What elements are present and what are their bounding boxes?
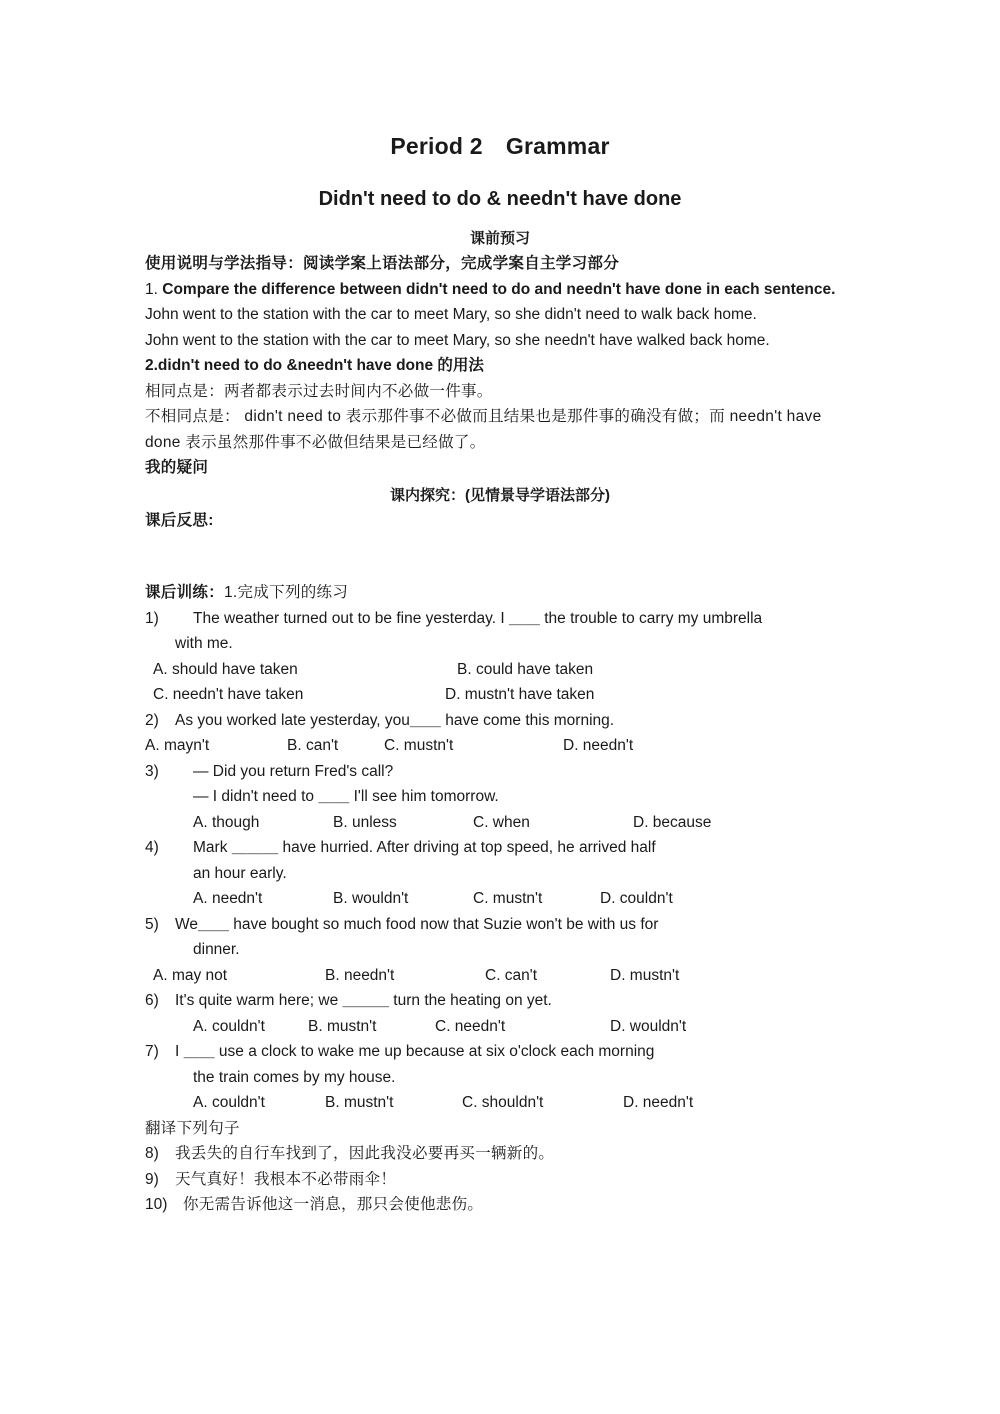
translate-heading: 翻译下列句子 bbox=[145, 1119, 240, 1137]
option-b[interactable]: B. mustn't bbox=[325, 1094, 394, 1111]
in-class-heading: 课内探究：(见情景导学语法部分) bbox=[390, 486, 610, 504]
section1-number: 1. bbox=[145, 280, 158, 298]
question-stem-line: We＿＿ have bought so much food now that Suzie won't be with us for bbox=[175, 915, 659, 933]
section2-same-point: 相同点是：两者都表示过去时间内不必做一件事。 bbox=[145, 382, 493, 400]
preview-heading: 课前预习 bbox=[469, 230, 530, 247]
question-stem-line: I ＿＿ use a clock to wake me up because at six o'clock each morning bbox=[175, 1043, 655, 1060]
blank-space bbox=[145, 533, 855, 580]
question-stem-line: with me. bbox=[175, 635, 233, 652]
option-row bbox=[145, 963, 855, 989]
question-body bbox=[175, 708, 855, 734]
option-row bbox=[145, 886, 855, 912]
question-stem-line: — Did you return Fred's call? bbox=[193, 762, 394, 780]
section2-diff-point: 不相同点是： didn't need to 表示那件事不必做而且结果也是那件事的确没有做；而 needn't have done 表示虽然那件事不必做但结果是已经做了。 bbox=[145, 408, 822, 451]
option-a[interactable]: A. couldn't bbox=[193, 1094, 265, 1111]
question-stem-line: The weather turned out to be fine yesterday. I ＿＿ the trouble to carry my umbrella bbox=[193, 609, 763, 627]
exercise-item bbox=[145, 835, 855, 886]
option-d[interactable]: D. needn't bbox=[623, 1094, 694, 1111]
option-c[interactable]: C. needn't bbox=[435, 1017, 506, 1035]
question-stem-line: Mark ＿＿＿ have hurried. After driving at top speed, he arrived half bbox=[193, 839, 656, 856]
exercise-item bbox=[145, 912, 855, 963]
option-c[interactable]: C. mustn't bbox=[473, 890, 543, 907]
question-body bbox=[175, 835, 855, 886]
option-row bbox=[145, 810, 855, 836]
option-row bbox=[145, 733, 855, 759]
reflection-heading: 课后反思: bbox=[145, 511, 214, 529]
section2-heading: 2.didn't need to do &needn't have done 的用法 bbox=[145, 357, 484, 374]
question-number: 6) bbox=[145, 992, 159, 1009]
translate-item bbox=[145, 1141, 855, 1167]
option-c[interactable]: C. needn't have taken bbox=[153, 686, 304, 703]
translate-text: 我丢失的自行车找到了，因此我没必要再买一辆新的。 bbox=[175, 1145, 555, 1162]
exercise-item bbox=[145, 1039, 855, 1090]
option-row bbox=[145, 657, 855, 683]
option-a[interactable]: A. mayn't bbox=[145, 737, 210, 754]
exercise-item bbox=[145, 606, 855, 657]
question-body bbox=[175, 759, 855, 810]
question-body bbox=[175, 1039, 855, 1090]
question-body bbox=[175, 912, 855, 963]
translate-number: 8) bbox=[145, 1145, 159, 1162]
option-row bbox=[145, 1014, 855, 1040]
section1-example-1: John went to the station with the car to meet Mary, so she didn't need to walk back home. bbox=[145, 306, 757, 323]
translate-item bbox=[145, 1192, 855, 1218]
question-stem-line: dinner. bbox=[193, 941, 240, 958]
option-row bbox=[145, 682, 855, 708]
translate-number: 9) bbox=[145, 1170, 159, 1188]
option-b[interactable]: B. mustn't bbox=[308, 1017, 377, 1035]
option-c[interactable]: C. shouldn't bbox=[462, 1094, 544, 1111]
option-d[interactable]: D. wouldn't bbox=[610, 1017, 687, 1035]
my-question-heading: 我的疑问 bbox=[145, 459, 209, 476]
option-d[interactable]: D. mustn't have taken bbox=[445, 686, 595, 703]
translate-text: 你无需告诉他这一消息，那只会使他悲伤。 bbox=[183, 1196, 484, 1213]
option-a[interactable]: A. should have taken bbox=[153, 660, 298, 678]
option-c[interactable]: C. when bbox=[473, 813, 530, 831]
option-c[interactable]: C. mustn't bbox=[384, 737, 454, 754]
training-subheading: 1.完成下列的练习 bbox=[224, 584, 349, 601]
question-body bbox=[175, 988, 855, 1014]
question-number: 3) bbox=[145, 762, 159, 780]
translate-text: 天气真好！我根本不必带雨伞！ bbox=[175, 1170, 397, 1188]
option-d[interactable]: D. because bbox=[633, 813, 712, 831]
option-row bbox=[145, 1090, 855, 1116]
option-a[interactable]: A. may not bbox=[153, 966, 228, 984]
section1-example-2: John went to the station with the car to meet Mary, so she needn't have walked back home. bbox=[145, 331, 770, 349]
translate-number: 10) bbox=[145, 1196, 168, 1213]
option-b[interactable]: B. unless bbox=[333, 813, 397, 831]
question-stem-line: an hour early. bbox=[193, 864, 287, 882]
question-number: 7) bbox=[145, 1043, 159, 1060]
usage-instruction: 使用说明与学法指导：阅读学案上语法部分，完成学案自主学习部分 bbox=[145, 255, 620, 272]
option-d[interactable]: D. couldn't bbox=[600, 890, 673, 907]
option-a[interactable]: A. though bbox=[193, 813, 260, 831]
exercise-item bbox=[145, 708, 855, 734]
question-stem-line: the train comes by my house. bbox=[193, 1068, 396, 1086]
question-number: 2) bbox=[145, 711, 159, 729]
question-number: 5) bbox=[145, 915, 159, 933]
option-b[interactable]: B. needn't bbox=[325, 966, 395, 984]
option-b[interactable]: B. could have taken bbox=[457, 660, 594, 678]
page-title: Period 2 Grammar bbox=[390, 133, 610, 159]
question-number: 1) bbox=[145, 609, 159, 627]
option-c[interactable]: C. can't bbox=[485, 966, 538, 984]
training-heading bbox=[145, 580, 855, 606]
section1-prompt bbox=[145, 277, 855, 303]
exercise-item bbox=[145, 988, 855, 1014]
translate-item bbox=[145, 1167, 855, 1193]
question-number: 4) bbox=[145, 839, 159, 856]
option-b[interactable]: B. wouldn't bbox=[333, 890, 409, 907]
option-d[interactable]: D. needn't bbox=[563, 737, 634, 754]
question-stem-line: As you worked late yesterday, you＿＿ have come this morning. bbox=[175, 711, 615, 729]
option-b[interactable]: B. can't bbox=[287, 737, 339, 754]
question-stem-line: It's quite warm here; we ＿＿＿ turn the heating on yet. bbox=[175, 992, 552, 1009]
exercise-item bbox=[145, 759, 855, 810]
question-stem-line: — I didn't need to ＿＿ I'll see him tomorrow. bbox=[193, 788, 499, 805]
training-heading-label: 课后训练： bbox=[145, 584, 225, 601]
option-a[interactable]: A. couldn't bbox=[193, 1017, 265, 1035]
option-a[interactable]: A. needn't bbox=[193, 890, 263, 907]
option-d[interactable]: D. mustn't bbox=[610, 966, 680, 984]
page-subtitle: Didn't need to do & needn't have done bbox=[318, 188, 682, 210]
section1-prompt-text: Compare the difference between didn't need to do and needn't have done in each sentence. bbox=[162, 280, 836, 298]
question-body bbox=[175, 606, 855, 657]
